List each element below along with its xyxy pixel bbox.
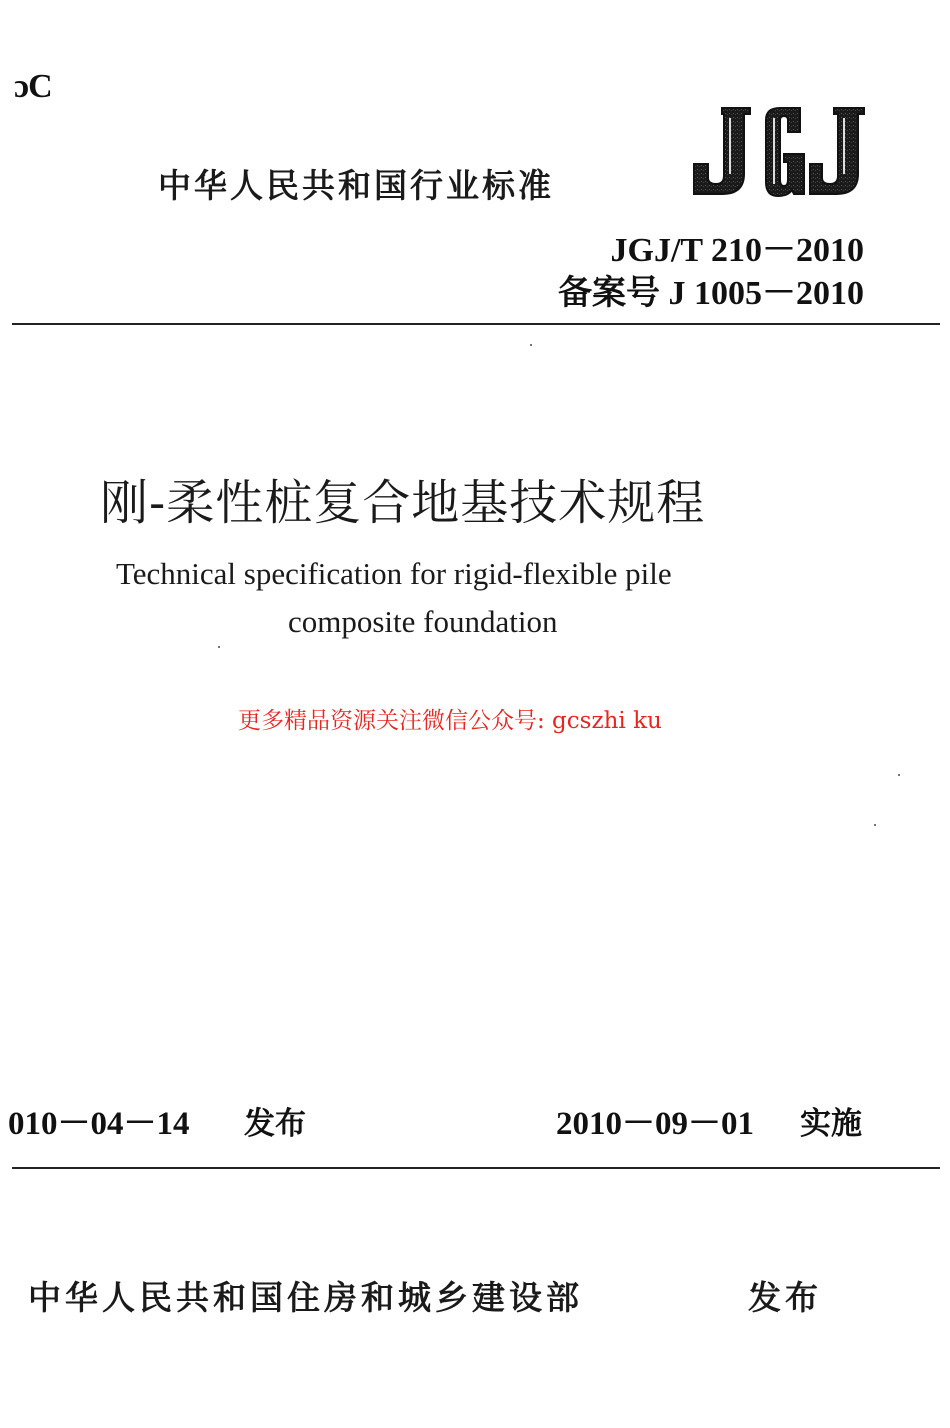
- publisher: 中华人民共和国住房和城乡建设部: [28, 1278, 583, 1317]
- bottom-divider: [12, 1167, 940, 1169]
- jgj-logo-graphic: [688, 104, 868, 200]
- issue-date: 010－04－14: [8, 1106, 190, 1142]
- title-chinese: 刚-柔性桩复合地基技术规程: [100, 475, 706, 531]
- record-number: 备案号 J 1005－2010: [558, 275, 864, 312]
- issue-label: 发布: [244, 1106, 306, 1142]
- effective-date: 2010－09－01: [556, 1106, 754, 1142]
- standard-category: 中华人民共和国行业标准: [158, 166, 554, 205]
- print-speck: [218, 646, 220, 648]
- watermark-text: 更多精品资源关注微信公众号: gcszhi ku: [238, 708, 662, 734]
- effective-label: 实施: [800, 1106, 862, 1142]
- print-speck: [874, 824, 876, 826]
- top-divider: [12, 323, 940, 325]
- print-speck: [530, 344, 532, 346]
- corner-mark: ɔC: [14, 68, 52, 105]
- jgj-logo: [688, 104, 868, 200]
- publish-label: 发布: [748, 1278, 822, 1317]
- print-speck: [898, 774, 900, 776]
- title-english-line-2: composite foundation: [288, 604, 558, 639]
- title-english-line-1: Technical specification for rigid-flexible pile: [116, 556, 672, 591]
- standard-number: JGJ/T 210－2010: [610, 232, 864, 269]
